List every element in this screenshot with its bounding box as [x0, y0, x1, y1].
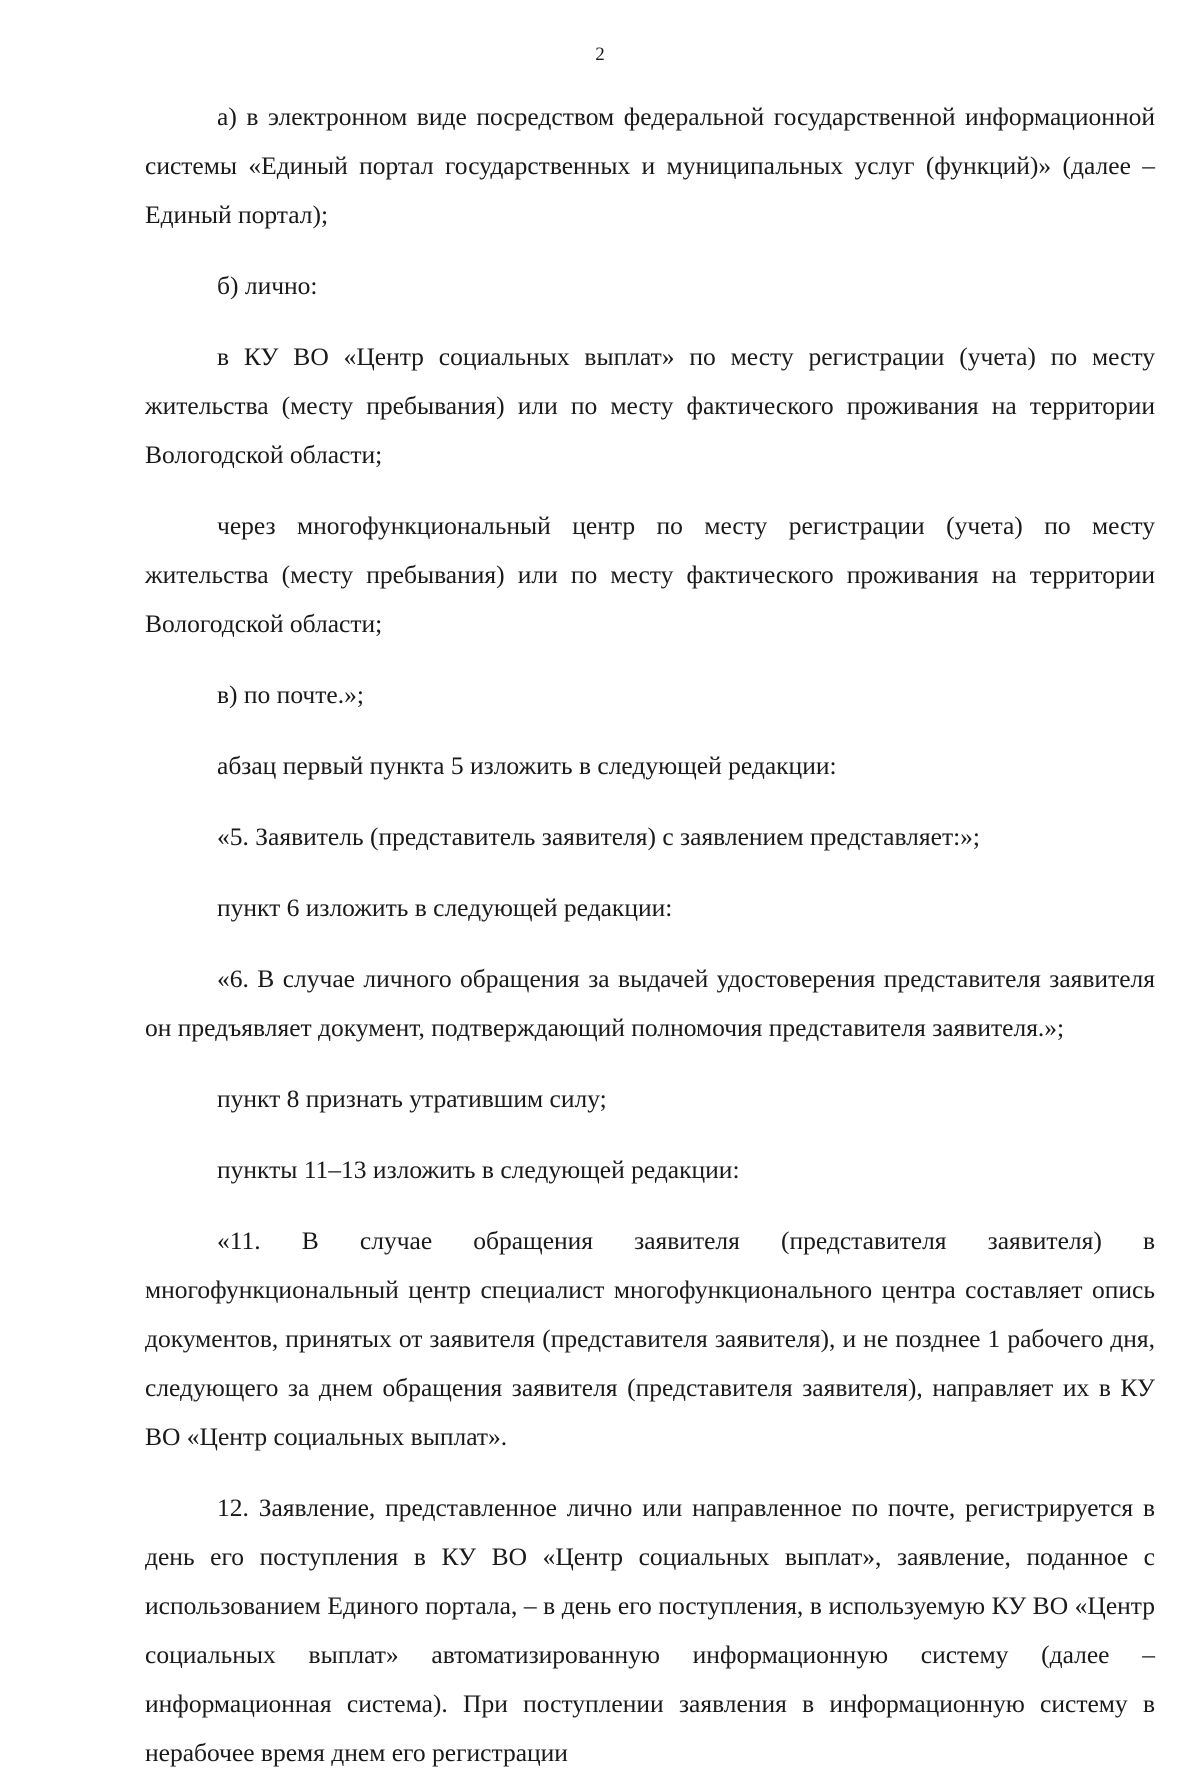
paragraph-p8-void: пункт 8 признать утратившим силу; — [217, 1084, 607, 1113]
paragraph-amend-p5: абзац первый пункта 5 изложить в следующей редакции: — [217, 751, 837, 780]
paragraph-in-person-center: в КУ ВО «Центр социальных выплат» по месту регистрации (учета) по месту жительства (месту пребывания) или по месту фактического проживания на территории Вологодской области; — [145, 342, 1155, 469]
paragraph-item-v: в) по почте.»; — [217, 680, 364, 709]
paragraph-amend-p6: пункт 6 изложить в следующей редакции: — [217, 893, 673, 922]
paragraph-item-a: а) в электронном виде посредством федеральной государственной информационной системы «Единый портал государственных и муниципальных услуг (функций)» (далее – Единый портал); — [145, 102, 1155, 229]
paragraph-p12-text: 12. Заявление, представленное лично или направленное по почте, регистрируется в день его поступления в КУ ВО «Центр социальных выплат», заявление, поданное с использованием Единого портала, – в день его поступления, в используемую КУ ВО «Центр социальных выплат» автоматизированную информационную систему (далее – информационная система). При поступлении заявления в информационную систему в нерабочее время днем его регистрации — [145, 1493, 1155, 1767]
paragraph-p6-text: «6. В случае личного обращения за выдачей удостоверения представителя заявителя он предъявляет документ, подтверждающий полномочия представителя заявителя.»; — [145, 964, 1155, 1042]
paragraph-item-b: б) лично: — [217, 271, 318, 300]
paragraph-p11-text: «11. В случае обращения заявителя (представителя заявителя) в многофункциональный центр специалист многофункционального центра составляет опись документов, принятых от заявителя (представителя заявителя), и не позднее 1 рабочего дня, следующего за днем обращения заявителя (представителя заявителя), направляет их в КУ ВО «Центр социальных выплат». — [145, 1226, 1155, 1451]
paragraph-p5-text: «5. Заявитель (представитель заявителя) с заявлением представляет:»; — [217, 822, 981, 851]
page-number: 2 — [595, 44, 605, 65]
paragraph-mfc: через многофункциональный центр по месту регистрации (учета) по месту жительства (месту пребывания) или по месту фактического проживания на территории Вологодской области; — [145, 511, 1155, 638]
document-body — [145, 70, 1155, 1777]
paragraph-amend-p11-13: пункты 11–13 изложить в следующей редакции: — [217, 1155, 740, 1184]
